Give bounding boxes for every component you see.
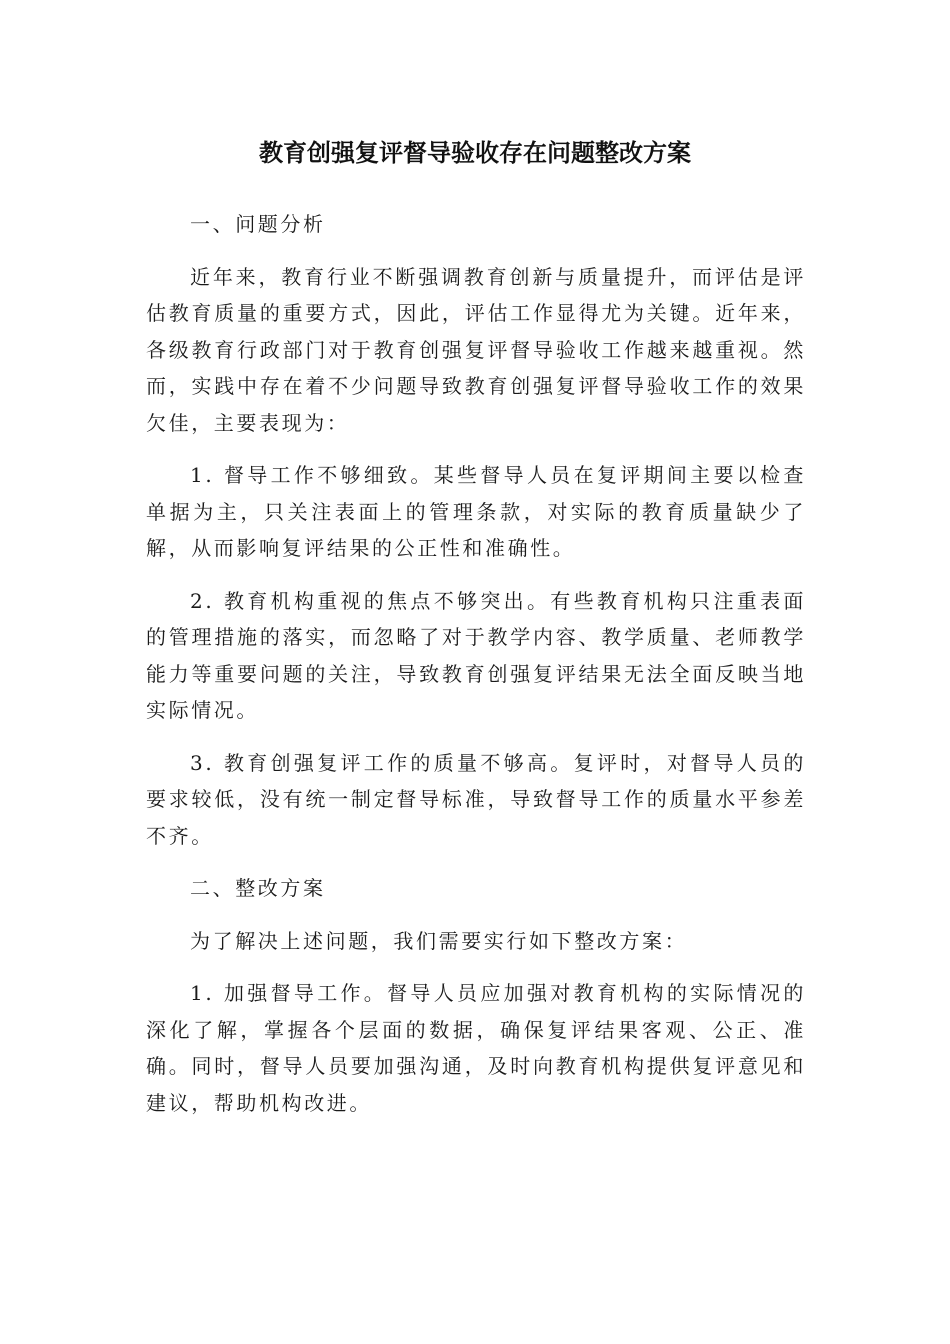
paragraph-intro: 近年来，教育行业不断强调教育创新与质量提升，而评估是评估教育质量的重要方式，因此，评估工作显得尤为关键。近年来，各级教育行政部门对于教育创强复评督导验收工作越来越重视。然而，实践中存在着不少问题导致教育创强复评督导验收工作的效果欠佳，主要表现为： — [146, 264, 806, 435]
list-item: 1. 督导工作不够细致。某些督导人员在复评期间主要以检查单据为主，只关注表面上的管理条款，对实际的教育质量缺少了解，从而影响复评结果的公正性和准确性。 — [146, 463, 806, 560]
section-heading-plan: 二、整改方案 — [190, 876, 326, 900]
section-heading-analysis: 一、问题分析 — [190, 212, 326, 236]
document-title: 教育创强复评督导验收存在问题整改方案 — [259, 139, 691, 167]
list-item: 1. 加强督导工作。督导人员应加强对教育机构的实际情况的深化了解，掌握各个层面的数据，确保复评结果客观、公正、准确。同时，督导人员要加强沟通，及时向教育机构提供复评意见和建议，帮助机构改进。 — [146, 981, 806, 1115]
paragraph-plan-intro: 为了解决上述问题，我们需要实行如下整改方案： — [190, 928, 688, 953]
list-item: 3. 教育创强复评工作的质量不够高。复评时，对督导人员的要求较低，没有统一制定督导标准，导致督导工作的质量水平参差不齐。 — [146, 750, 806, 848]
list-item: 2. 教育机构重视的焦点不够突出。有些教育机构只注重表面的管理措施的落实，而忽略了对于教学内容、教学质量、老师教学能力等重要问题的关注，导致教育创强复评结果无法全面反映当地实际情况。 — [146, 588, 806, 722]
document-body — [146, 206, 806, 1121]
